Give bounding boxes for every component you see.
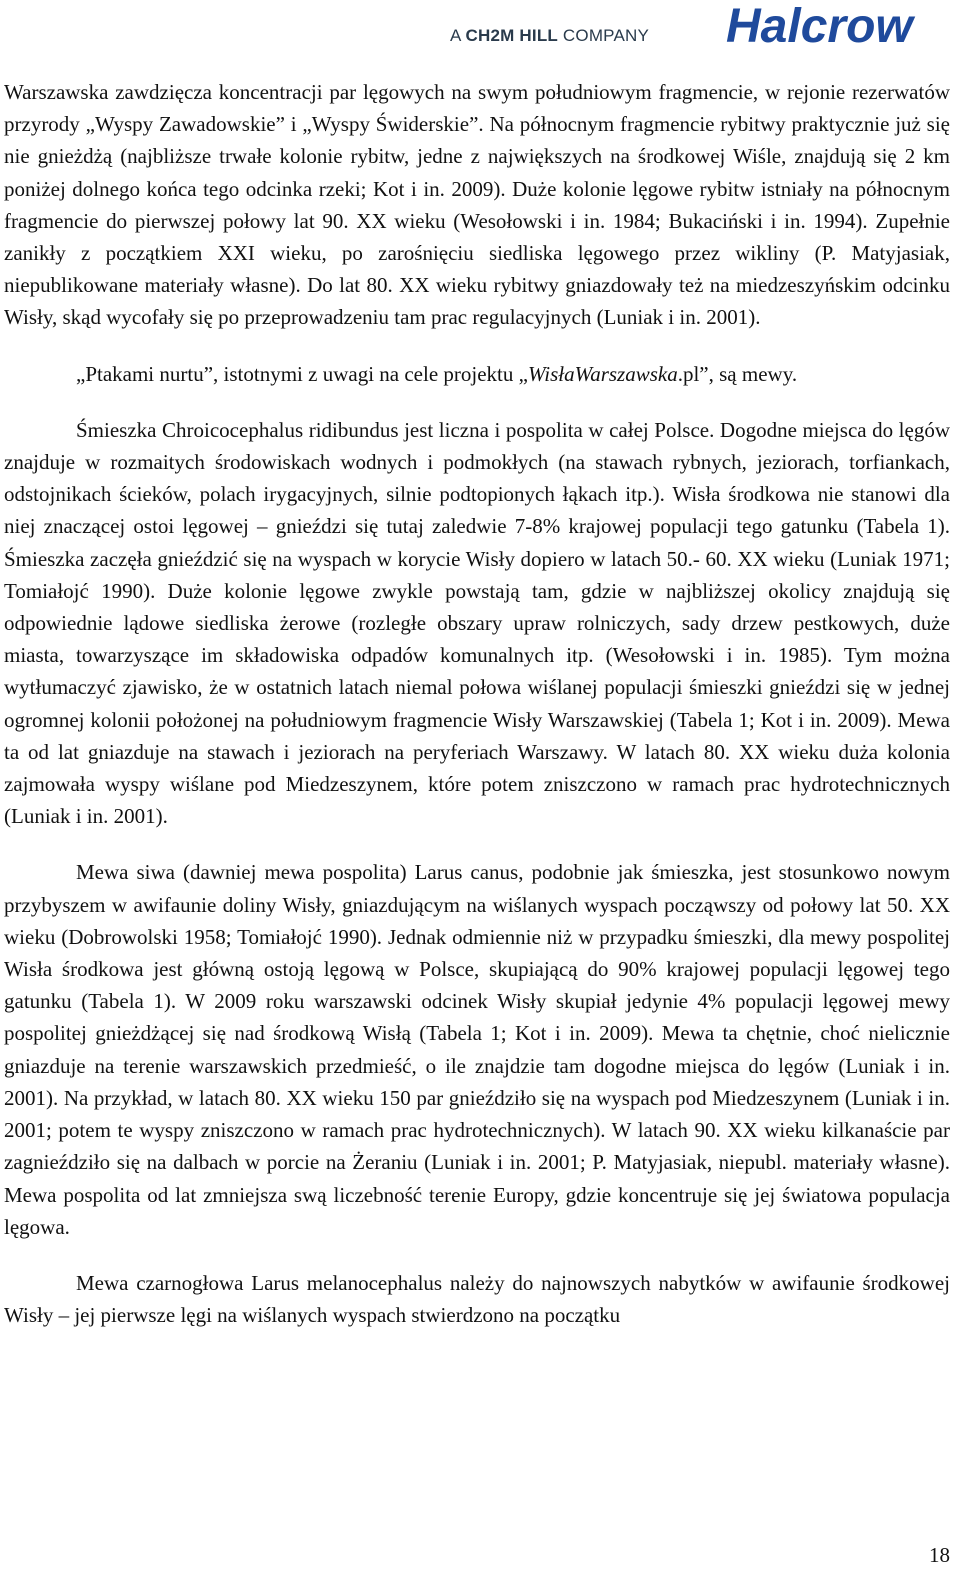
intro-text-before: „Ptakami nurtu”, istotnymi z uwagi na cele projektu „	[76, 361, 528, 386]
page-number: 18	[929, 1543, 950, 1567]
tagline-suffix: COMPANY	[558, 26, 650, 45]
intro-text-after: .pl”, są mewy.	[677, 361, 798, 386]
project-name: WisłaWarszawska	[527, 361, 678, 386]
document-body	[4, 76, 950, 1331]
page-header	[0, 0, 960, 60]
logo-wordmark: Halcrow	[726, 0, 913, 53]
paragraph-gulls-intro	[4, 358, 950, 390]
paragraph-common-gull: Mewa siwa (dawniej mewa pospolita) Larus canus, podobnie jak śmieszka, jest stosunkowo nowym przybyszem w awifaunie doliny Wisły, gniazdującym na wiślanych wyspach począwszy od połowy lat 50. XX wieku (Dobrowolski 1958; Tomiałojć 1990). Jednak odmiennie niż w przypadku śmieszki, dla mewy pospolitej Wisła środkowa jest główną ostoją lęgową w Polsce, skupiającą do 90% krajowej populacji lęgowej tego gatunku (Tabela 1). W 2009 roku warszawski odcinek Wisły skupiał jedynie 4% populacji lęgowej mewy pospolitej gnieżdżącej się nad środkową Wisłą (Tabela 1; Kot i in. 2009). Mewa ta chętnie, choć nielicznie gniazduje na terenie warszawskich przedmieść, o ile znajdzie tam dogodne miejsca do lęgów (Luniak i in. 2001). Na przykład, w latach 80. XX wieku 150 par gnieździło się na wyspach pod Miedzeszynem (Luniak i in. 2001; potem te wyspy zniszczono w ramach prac hydrotechnicznych). W latach 90. XX wieku kilkanaście par zagnieździło się na dalbach w porcie na Żeraniu (Luniak i in. 2001; P. Matyjasiak, niepubl. materiały własne). Mewa pospolita od lat zmniejsza swą liczebność terenie Europy, gdzie koncentruje się jej światowa populacja lęgowa.	[4, 860, 950, 1239]
company-tagline	[450, 26, 649, 46]
tagline-brand: CH2M HILL	[465, 26, 558, 45]
tagline-prefix: A	[450, 26, 466, 45]
halcrow-logo	[722, 0, 942, 54]
paragraph-black-headed-gull: Śmieszka Chroicocephalus ridibundus jest liczna i pospolita w całej Polsce. Dogodne miejsca do lęgów znajduje w rozmaitych środowiskach wodnych i podmokłych (na stawach rybnych, jeziorach, torfiankach, odstojnikach ścieków, polach irygacyjnych, silnie podtopionych łąkach itp.). Wisła środkowa nie stanowi dla niej znaczącej ostoi lęgowej – gnieździ się tutaj zaledwie 7-8% krajowej populacji tego gatunku (Tabela 1). Śmieszka zaczęła gnieździć się na wyspach w korycie Wisły dopiero w latach 50.- 60. XX wieku (Luniak 1971; Tomiałojć 1990). Duże kolonie lęgowe zwykle powstają tam, gdzie w najbliższej okolicy znajdują się odpowiednie lądowe siedliska żerowe (rozległe obszary upraw rolniczych, sady drzew pestkowych, duże miasta, towarzyszące im składowiska odpadów komunalnych itp. (Wesołowski i in. 1985). Tym można wytłumaczyć zjawisko, że w ostatnich latach niemal połowa wiślanej populacji śmieszki gnieździ się w jednej ogromnej kolonii położonej na południowym fragmencie Wisły Warszawskiej (Tabela 1; Kot i in. 2009). Mewa ta od lat gniazduje na stawach i jeziorach na peryferiach Warszawy. W latach 80. XX wieku duża kolonia zajmowała wyspy wiślane pod Miedzeszynem, które potem zniszczono w ramach prac hydrotechnicznych (Luniak i in. 2001).	[4, 417, 950, 829]
paragraph-mediterranean-gull: Mewa czarnogłowa Larus melanocephalus należy do najnowszych nabytków w awifaunie środkowej Wisły – jej pierwsze lęgi na wiślanych wyspach stwierdzono na początku	[4, 1270, 950, 1328]
paragraph-terns: Warszawska zawdzięcza koncentracji par lęgowych na swym południowym fragmencie, w rejonie rezerwatów przyrody „Wyspy Zawadowskie” i „Wyspy Świderskie”. Na północnym fragmencie rybitwy praktycznie już się nie gnieżdżą (najbliższe trwałe kolonie rybitw, jedne z największych na środkowej Wiśle, znajdują się 2 km poniżej dolnego końca tego odcinka rzeki; Kot i in. 2009). Duże kolonie lęgowe rybitw istniały na północnym fragmencie do pierwszej połowy lat 90. XX wieku (Wesołowski i in. 1984; Bukaciński i in. 1994). Zupełnie zanikły z początkiem XXI wieku, po zarośnięciu siedliska lęgowego przez wikliny (P. Matyjasiak, niepublikowane materiały własne). Do lat 80. XX wieku rybitwy gniazdowały też na miedzeszyńskim odcinku Wisły, skąd wycofały się po przeprowadzeniu tam prac regulacyjnych (Luniak i in. 2001).	[4, 80, 950, 330]
